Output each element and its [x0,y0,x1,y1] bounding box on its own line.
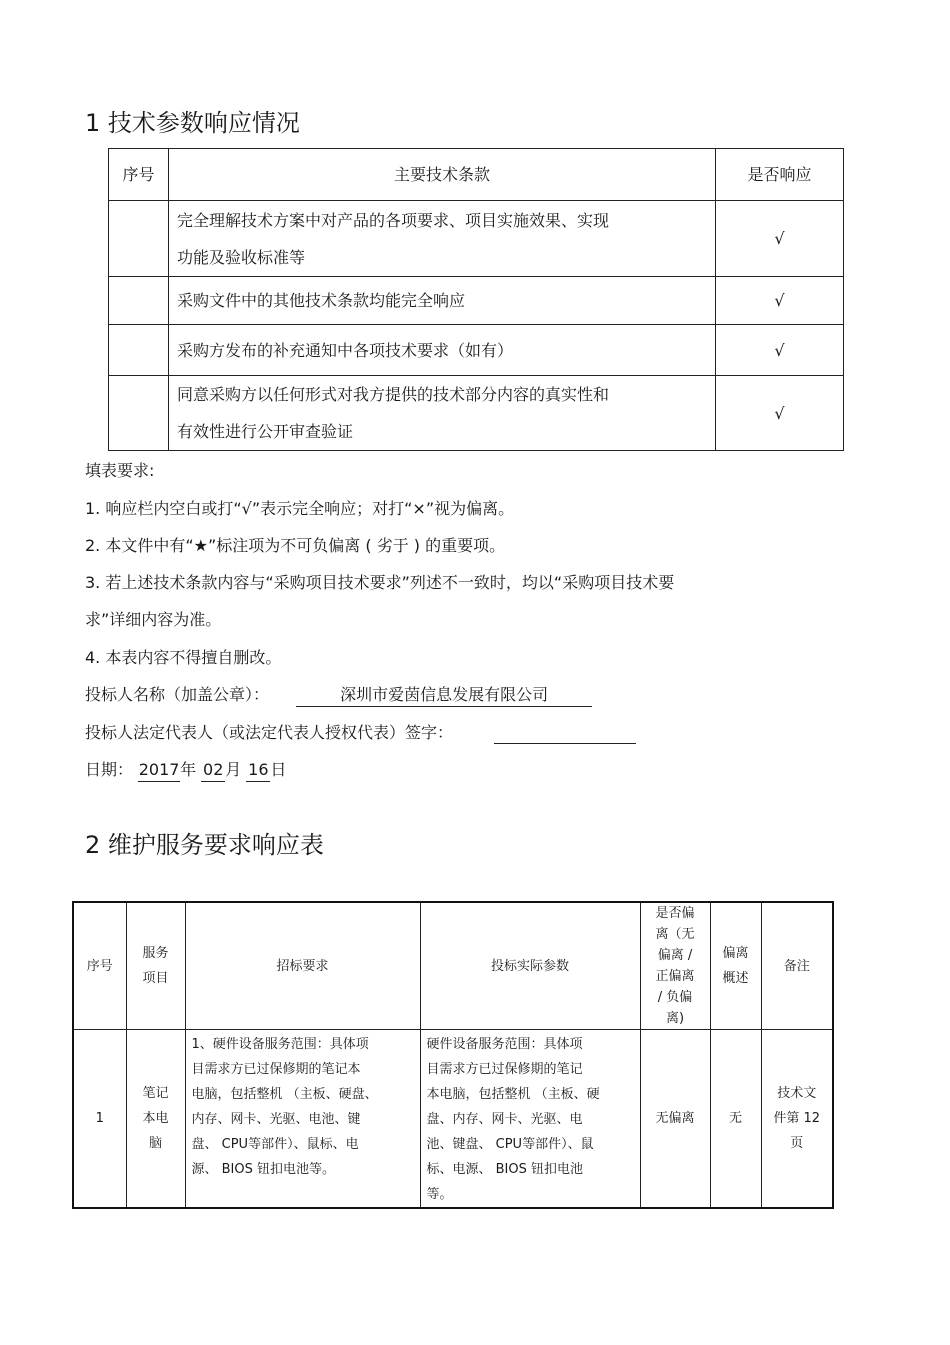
header-deviation-line: 离) [665,1011,685,1026]
row-line: 有效性进行公开审查验证 [177,422,354,441]
row-item [126,1030,185,1209]
row-no [109,201,169,277]
header-summary [710,902,761,1030]
note-item-3: 3. 若上述技术条款内容与“采购项目技术要求”列述不一致时，均以“采购项目技术要 [85,573,675,592]
year-unit: 年 [180,760,197,779]
actual-line: 硬件设备服务范围：具体项 [426,1037,583,1052]
header-actual: 投标实际参数 [420,902,640,1030]
table-row [109,201,844,277]
header-summary-line: 概述 [722,971,749,986]
bidder-line [85,684,592,707]
req-line: 源、 BIOS 钮扣电池等。 [191,1162,336,1177]
row-terms [169,201,716,277]
note-item-1: 1. 响应栏内空白或打“√”表示完全响应；对打“×”视为偏离。 [85,499,515,518]
date-month: 02 [201,759,225,782]
signature-field[interactable] [494,723,636,744]
table-row [73,1030,833,1209]
actual-line: 池、键盘、 CPU等部件）、鼠 [426,1137,594,1152]
header-response: 是否响应 [716,149,844,201]
header-requirement: 招标要求 [185,902,420,1030]
row-response: √ [716,201,844,277]
table-header-row [109,149,844,201]
table-row [109,376,844,451]
table-row [109,277,844,325]
row-line: 完全理解技术方案中对产品的各项要求、项目实施效果、实现 [177,210,610,230]
row-summary: 无 [710,1030,761,1209]
note-line: 页 [790,1136,804,1151]
section2-heading: 2 维护服务要求响应表 [85,831,324,859]
date-line [85,759,286,782]
header-item-line: 服务 [142,946,169,961]
row-terms [169,376,716,451]
row-requirement [185,1030,420,1209]
header-deviation-line: 是否偏 [655,906,695,921]
maintenance-table [72,901,834,1209]
row-no [109,325,169,376]
date-day: 16 [246,759,270,782]
representative-line [85,722,636,744]
note-item-2: 2. 本文件中有“★”标注项为不可负偏离 ( 劣于 ) 的重要项。 [85,536,506,555]
row-line: 同意采购方以任何形式对我方提供的技术部分内容的真实性和 [177,385,610,404]
header-item-line: 项目 [142,971,169,986]
header-deviation-line: 离（无 [655,927,695,942]
actual-line: 目需求方已过保修期的笔记 [426,1062,583,1077]
row-line: 采购方发布的补充通知中各项技术要求（如有） [177,340,514,360]
bidder-label: 投标人名称（加盖公章）： [85,685,270,704]
row-note [761,1030,833,1209]
header-terms: 主要技术条款 [169,149,716,201]
req-line: 电脑，包括整机 （主板、硬盘、 [191,1087,378,1102]
row-response: √ [716,376,844,451]
req-line: 目需求方已过保修期的笔记本 [191,1062,361,1077]
header-no: 序号 [109,149,169,201]
row-deviation: 无偏离 [640,1030,710,1209]
header-no: 序号 [73,902,126,1030]
day-unit: 日 [270,760,287,779]
header-summary-line: 偏离 [722,946,749,961]
row-item-line: 脑 [148,1136,162,1151]
row-actual [420,1030,640,1209]
note-item-3-cont: 求”详细内容为准。 [85,610,222,629]
row-no: 1 [73,1030,126,1209]
header-deviation [640,902,710,1030]
note-line: 技术文 [777,1086,817,1101]
req-line: 盘、 CPU等部件）、鼠标、电 [191,1137,359,1152]
representative-label: 投标人法定代表人（或法定代表人授权代表）签字： [85,723,454,742]
date-year: 2017 [138,759,180,782]
header-note: 备注 [761,902,833,1030]
header-deviation-line: 正偏离 [655,969,695,984]
header-deviation-line: 偏离 / [657,948,693,963]
table-row [109,325,844,376]
row-item-line: 笔记 [142,1086,169,1101]
bidder-name: 深圳市爱茵信息发展有限公司 [296,684,592,707]
note-item-4: 4. 本表内容不得擅自删改。 [85,648,282,667]
row-terms [169,277,716,325]
actual-line: 标、电源、 BIOS 钮扣电池 [426,1162,584,1177]
row-no [109,277,169,325]
row-no [109,376,169,451]
date-label: 日期： [85,760,134,779]
req-line: 1、硬件设备服务范围：具体项 [191,1037,369,1052]
row-terms [169,325,716,376]
actual-line: 等。 [426,1187,453,1202]
tech-params-table [108,148,844,451]
req-line: 内存、网卡、光驱、电池、键 [191,1112,361,1127]
row-item-line: 本电 [142,1111,169,1126]
row-response: √ [716,325,844,376]
month-unit: 月 [225,760,242,779]
actual-line: 本电脑，包括整机 （主板、硬 [426,1087,600,1102]
row-line: 采购文件中的其他技术条款均能完全响应 [177,291,466,310]
note-line: 件第 12 [773,1111,821,1126]
row-line: 功能及验收标准等 [177,247,306,267]
actual-line: 盘、内存、网卡、光驱、电 [426,1112,583,1127]
section1-heading: 1 技术参数响应情况 [85,109,300,137]
table-header-row [73,902,833,1030]
notes-title: 填表要求: [85,461,155,480]
header-item [126,902,185,1030]
row-response: √ [716,277,844,325]
header-deviation-line: / 负偏 [657,990,693,1005]
